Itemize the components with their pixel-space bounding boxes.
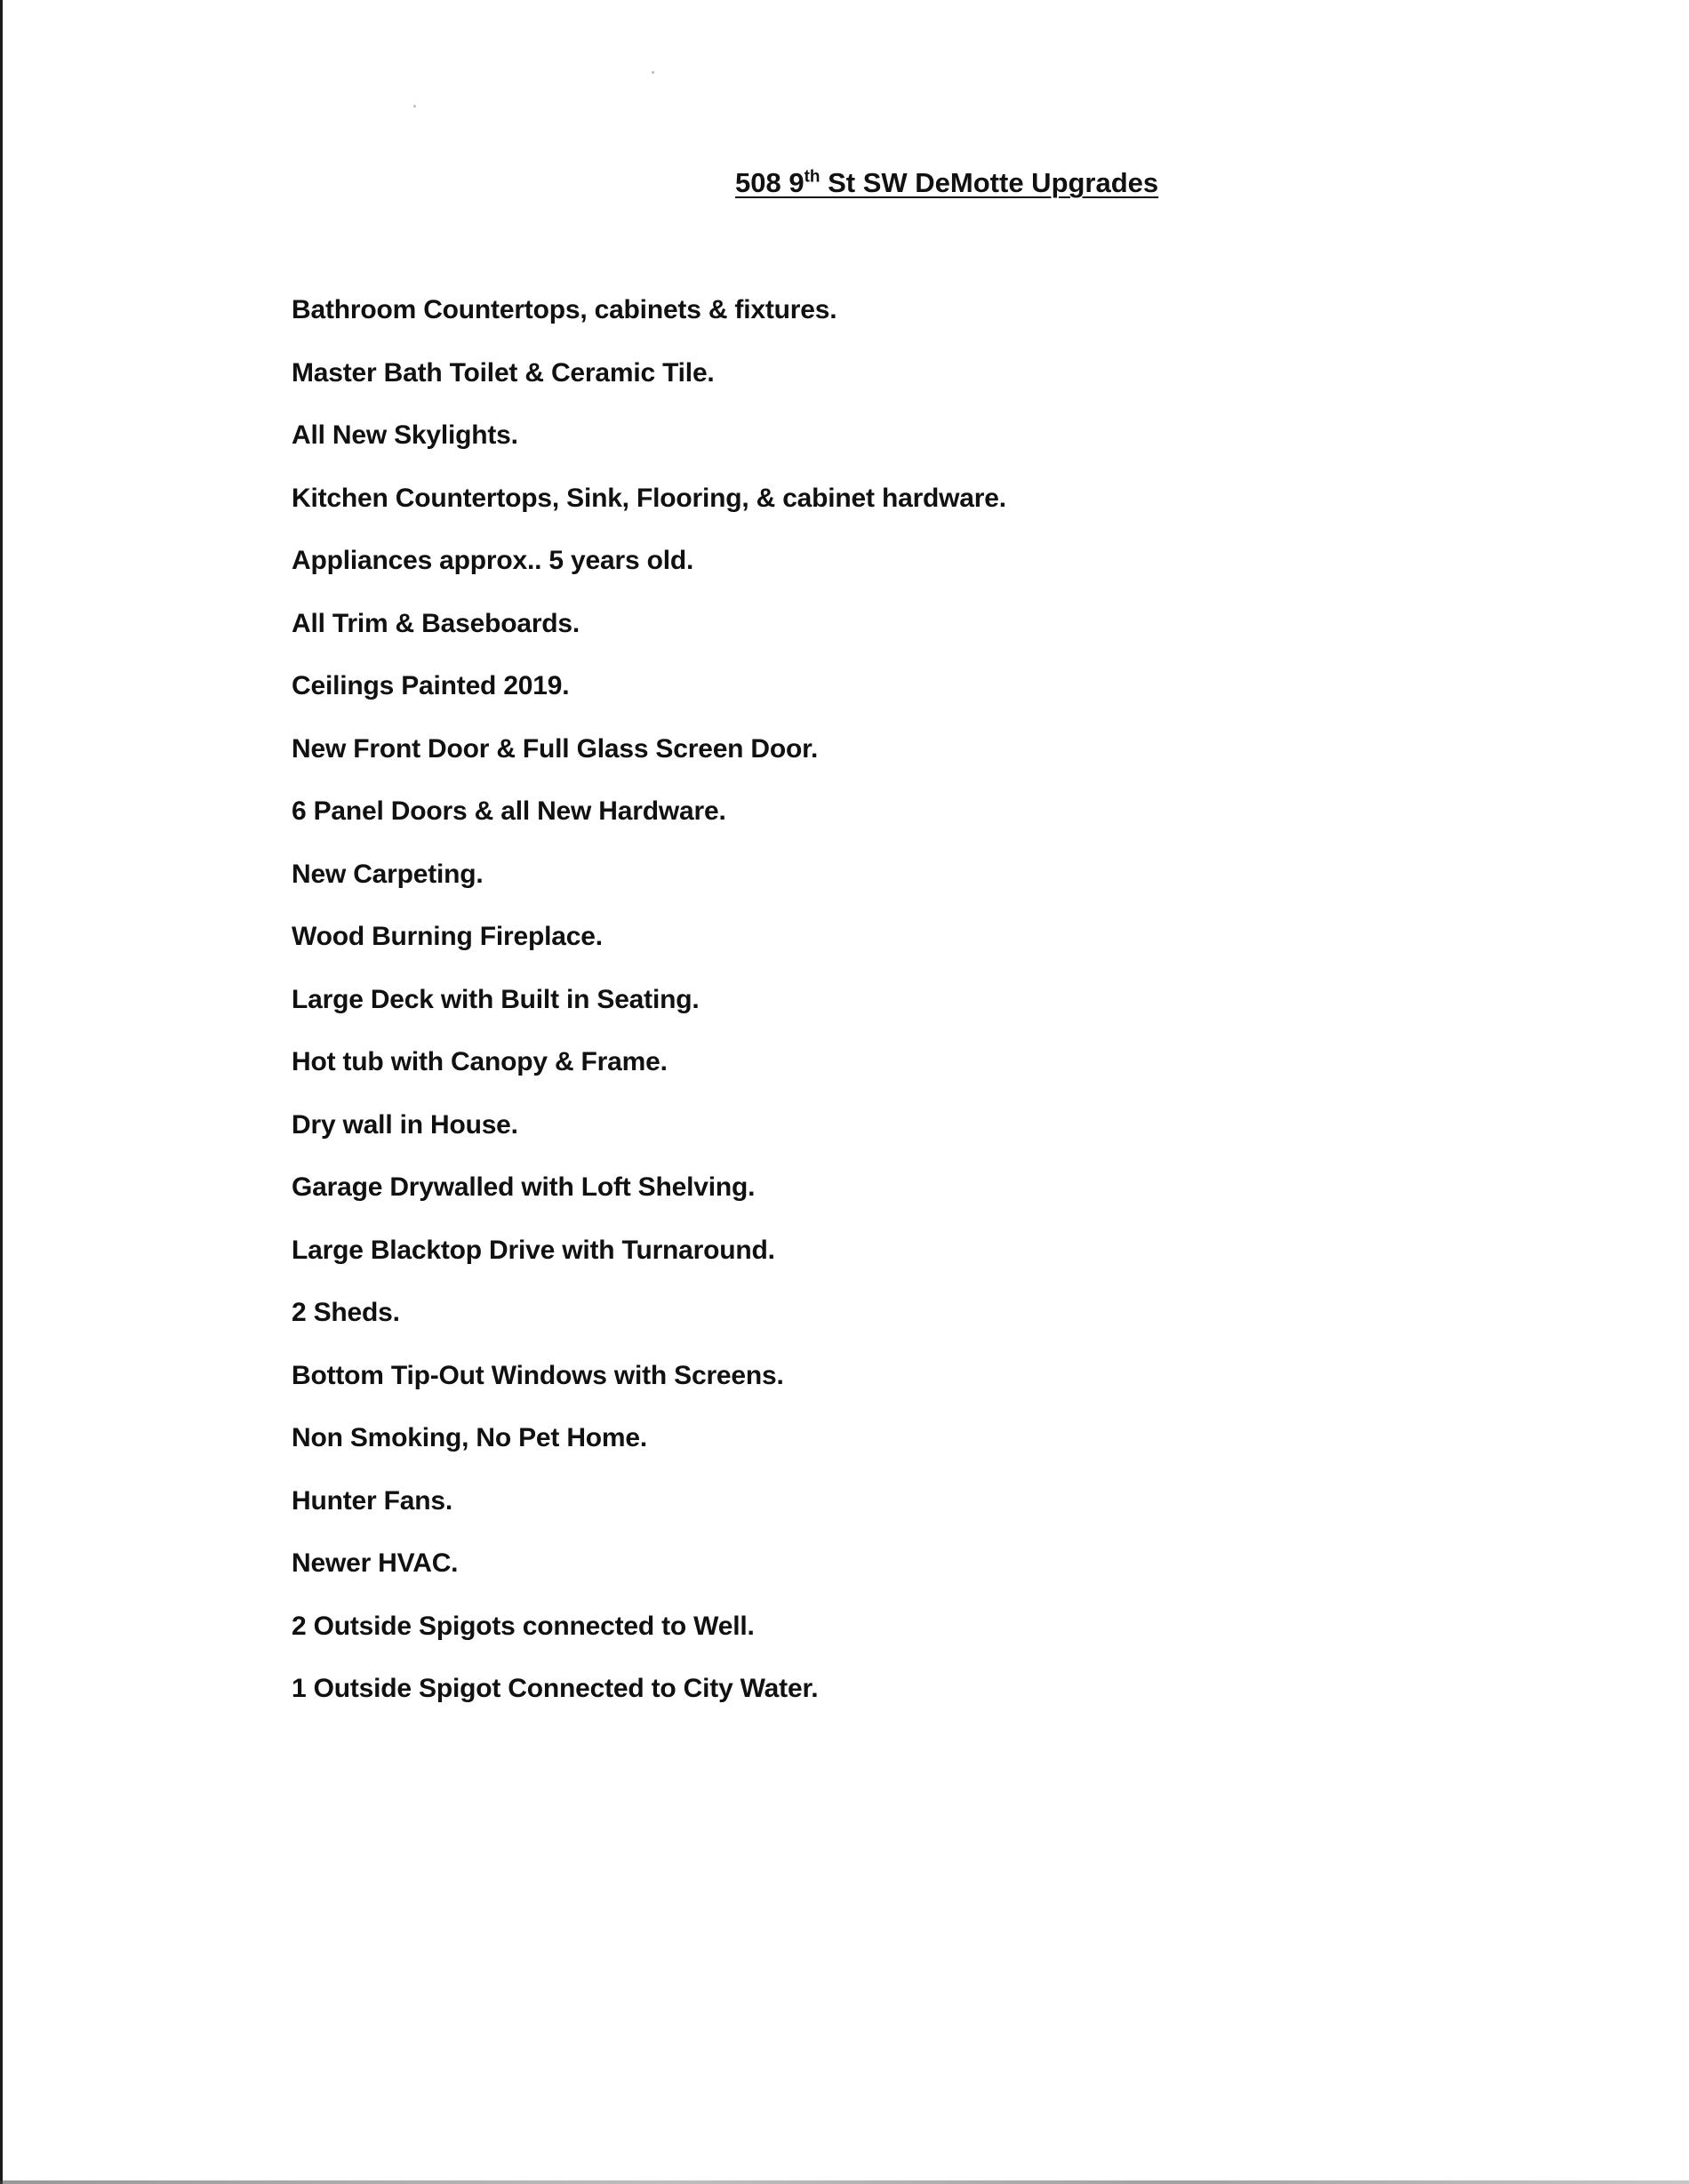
scan-speck [652, 71, 654, 74]
list-item: All Trim & Baseboards. [292, 608, 580, 638]
upgrades-list [292, 290, 1006, 1732]
list-item: Dry wall in House. [292, 1109, 518, 1140]
list-item: Wood Burning Fireplace. [292, 922, 603, 951]
title-suffix: St SW DeMotte Upgrades [820, 167, 1159, 198]
list-item: 2 Outside Spigots connected to Well. [292, 1611, 755, 1641]
list-item: Bottom Tip-Out Windows with Screens. [292, 1360, 784, 1390]
list-item: Ceilings Painted 2019. [292, 671, 570, 700]
list-item: Appliances approx.. 5 years old. [292, 546, 694, 575]
list-item: Large Deck with Built in Seating. [292, 984, 700, 1014]
list-item: Large Blacktop Drive with Turnaround. [292, 1235, 775, 1265]
list-item: 2 Sheds. [292, 1298, 400, 1327]
list-item: 6 Panel Doors & all New Hardware. [292, 796, 726, 826]
title-prefix: 508 9 [735, 167, 804, 198]
list-item: 1 Outside Spigot Connected to City Water. [292, 1674, 819, 1703]
list-item: Master Bath Toilet & Ceramic Tile. [292, 357, 715, 388]
list-item: Bathroom Countertops, cabinets & fixtures. [292, 295, 837, 324]
scan-left-edge [0, 0, 3, 2184]
list-item: Hunter Fans. [292, 1485, 452, 1516]
list-item: Newer HVAC. [292, 1548, 459, 1578]
list-item: New Front Door & Full Glass Screen Door. [292, 733, 819, 764]
list-item: Non Smoking, No Pet Home. [292, 1423, 648, 1452]
page-title [735, 167, 1158, 199]
title-superscript: th [804, 167, 820, 187]
list-item: Garage Drywalled with Loft Shelving. [292, 1172, 756, 1202]
list-item: Kitchen Countertops, Sink, Flooring, & cabinet hardware. [292, 483, 1006, 513]
scan-speck [413, 105, 416, 108]
list-item: New Carpeting. [292, 859, 484, 889]
list-item: Hot tub with Canopy & Frame. [292, 1047, 668, 1076]
scan-bottom-edge [0, 2180, 1689, 2184]
list-item: All New Skylights. [292, 420, 518, 450]
